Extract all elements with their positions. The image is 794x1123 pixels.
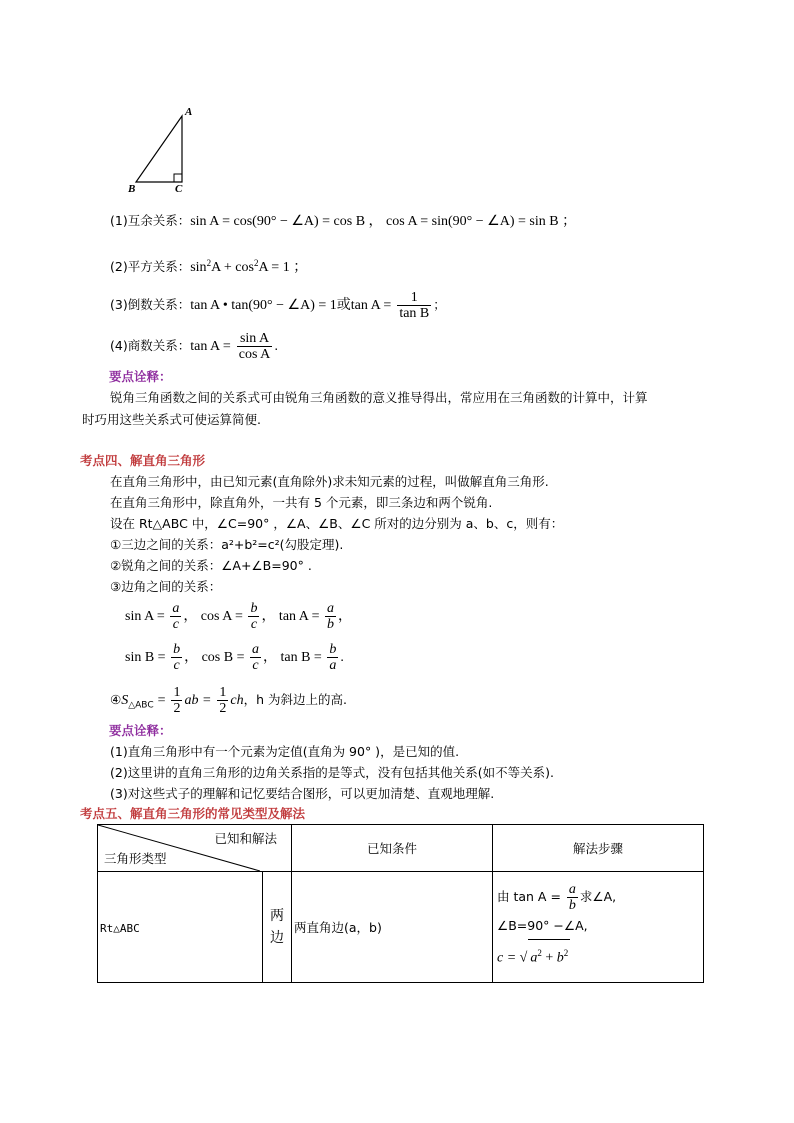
punctuation: . <box>340 650 344 665</box>
header-steps <box>493 825 704 872</box>
punctuation: . <box>274 338 279 353</box>
sqrt-sign-icon: √ <box>519 950 528 966</box>
formula-lhs: sin A = <box>125 609 165 624</box>
numerator: b <box>329 642 337 658</box>
relation-2-formula-part: A + cos <box>211 260 254 276</box>
numerator: b <box>173 642 181 658</box>
fraction <box>237 331 273 362</box>
fraction <box>217 685 228 716</box>
relation-2-label: (2)平方关系： <box>110 259 191 275</box>
fraction <box>170 601 181 632</box>
step-2: ∠B=90° −∠A, <box>497 918 588 934</box>
punctuation: ， <box>338 609 353 624</box>
step-1 <box>497 882 703 913</box>
row-type-cell <box>98 872 263 983</box>
row-condition-label: 两直角边(a，b) <box>294 920 382 935</box>
header-conditions <box>292 825 493 872</box>
fraction <box>171 642 182 673</box>
relation-square <box>110 254 307 277</box>
fraction <box>397 290 431 321</box>
header-conditions-label: 已知条件 <box>366 841 417 856</box>
section-4-paragraph-2: 在直角三角形中，除直角外，一共有 5 个元素，即三条边和两个锐角. <box>110 495 493 510</box>
section-4-item-3: ③边角之间的关系： <box>110 579 222 594</box>
row-steps-cell <box>493 872 704 983</box>
edge-angle-row-b <box>125 638 344 678</box>
denominator: c <box>171 657 182 673</box>
section-4-item-4 <box>110 680 347 726</box>
relation-2-formula-part: sin <box>190 260 207 276</box>
row-group-char-2: 边 <box>270 930 284 946</box>
denominator: c <box>248 616 259 632</box>
relation-1-label: (1)互余关系： <box>110 213 191 228</box>
denominator: 2 <box>173 701 181 716</box>
numerator: a <box>327 601 335 617</box>
formula-lhs: ， tan A = <box>261 609 320 624</box>
numerator: 1 <box>173 685 181 700</box>
exponent: 2 <box>537 948 542 959</box>
numerator: sin A <box>239 331 270 346</box>
step-3-text: c = <box>497 950 517 966</box>
formula-suffix: ，h 为斜边上的高. <box>243 692 348 707</box>
solution-types-table <box>97 824 704 983</box>
denominator: 2 <box>219 701 227 716</box>
relation-2-formula-part: A = 1 ； <box>258 260 308 276</box>
formula-term: ch <box>230 693 244 708</box>
relation-complementary <box>110 212 576 231</box>
relation-2-exponent: 2 <box>206 258 212 268</box>
denominator: b <box>327 617 335 633</box>
row-group-char-1: 两 <box>270 908 284 924</box>
denominator: c <box>250 657 261 673</box>
item-marker: ④ <box>110 692 122 707</box>
denominator: b <box>568 898 576 914</box>
fraction <box>171 685 182 716</box>
numerator: b <box>250 601 258 617</box>
punctuation: ； <box>433 297 446 312</box>
fraction <box>248 601 259 632</box>
note-2-heading: 要点诠释： <box>109 723 172 738</box>
relation-reciprocal <box>110 286 446 325</box>
header-triangle-type: 三角形类型 <box>104 851 167 866</box>
formula-term: ab = <box>184 693 212 708</box>
formula-lhs: ， cos B = <box>184 650 245 665</box>
note-1-text-line-1: 锐角三角函数之间的关系式可由锐角三角函数的意义推导得出，常应用在三角函数的计算中，计算 <box>110 390 648 405</box>
fraction <box>567 882 578 913</box>
header-steps-label: 解法步骤 <box>572 841 623 856</box>
section-5-heading: 考点五、解直角三角形的常见类型及解法 <box>80 806 306 821</box>
section-4-heading: 考点四、解直角三角形 <box>80 453 206 468</box>
section-4-paragraph-3: 设在 Rt△ABC 中，∠C=90° ，∠A、∠B、∠C 所对的边分别为 a、b、c，则有： <box>110 516 564 531</box>
step-1-text: 由 tan A = <box>497 889 561 905</box>
denominator: a <box>329 658 337 674</box>
edge-angle-row-a <box>125 597 352 637</box>
denominator: c <box>170 616 181 632</box>
note-2-line-2: (2)这里讲的直角三角形的边角关系指的是等式，没有包括其他关系(如不等关系). <box>110 765 554 780</box>
row-condition-cell <box>292 872 493 983</box>
formula-lhs: ， tan B = <box>262 650 322 665</box>
numerator: a <box>568 882 576 898</box>
diagonal-header-cell <box>98 825 292 872</box>
note-2-line-1: (1)直角三角形中有一个元素为定值(直角为 90° )，是已知的值. <box>110 744 460 759</box>
denominator: cos A <box>238 347 271 362</box>
vertex-c-label: C <box>175 183 183 195</box>
table-header-row <box>98 825 704 872</box>
formula-lhs: sin B = <box>125 650 166 665</box>
area-symbol: S <box>121 693 129 708</box>
relation-1-formula: sin A = cos(90° − ∠A) = cos B ， cos A = sin(90° − ∠A) = sin B ； <box>190 214 577 229</box>
plus-sign: + <box>541 950 557 966</box>
relation-3-label: (3)倒数关系： <box>110 297 191 312</box>
fraction <box>327 642 338 673</box>
exponent: 2 <box>563 948 569 959</box>
denominator: tan B <box>399 306 430 321</box>
sqrt-term: a <box>530 950 538 966</box>
vertex-a-label: A <box>185 106 193 118</box>
row-group-cell <box>263 872 292 983</box>
header-known-solution: 已知和解法 <box>214 831 277 846</box>
section-4-item-2: ②锐角之间的关系：∠A+∠B=90° . <box>110 558 312 573</box>
relation-4-formula: tan A = <box>190 339 231 354</box>
relation-2-exponent: 2 <box>253 258 259 268</box>
formula-lhs: ， cos A = <box>183 609 243 624</box>
note-2-line-3: (3)对这些式子的理解和记忆要结合图形，可以更加清楚、直观地理解. <box>110 786 495 801</box>
vertex-b-label: B <box>128 183 136 195</box>
note-1-text-line-2: 时巧用这些关系式可使运算简便. <box>82 412 261 427</box>
fraction <box>250 642 261 673</box>
step-1-text: 求∠A, <box>579 889 617 905</box>
relation-4-label: (4)商数关系： <box>110 338 191 353</box>
step-3 <box>497 939 703 972</box>
numerator: 1 <box>219 685 227 700</box>
row-type-label: Rt△ABC <box>100 921 140 935</box>
note-1-heading: 要点诠释： <box>109 369 172 384</box>
numerator: 1 <box>410 290 418 305</box>
section-4-item-1: ①三边之间的关系：a²+b²=c²(勾股定理). <box>110 537 344 552</box>
relation-quotient <box>110 327 278 366</box>
area-subscript: △ABC <box>128 700 154 711</box>
numerator: a <box>251 642 259 658</box>
fraction <box>325 601 336 632</box>
triangle-figure <box>122 104 202 196</box>
numerator: a <box>172 601 180 617</box>
relation-3-formula: tan A • tan(90° − ∠A) = 1或tan A = <box>190 298 392 313</box>
sqrt-term: b <box>556 950 564 966</box>
table-row <box>98 872 704 983</box>
sqrt-body <box>528 939 570 972</box>
section-4-paragraph-1: 在直角三角形中，由已知元素(直角除外)求未知元素的过程，叫做解直角三角形. <box>110 474 549 489</box>
equals-sign: = <box>157 693 166 708</box>
